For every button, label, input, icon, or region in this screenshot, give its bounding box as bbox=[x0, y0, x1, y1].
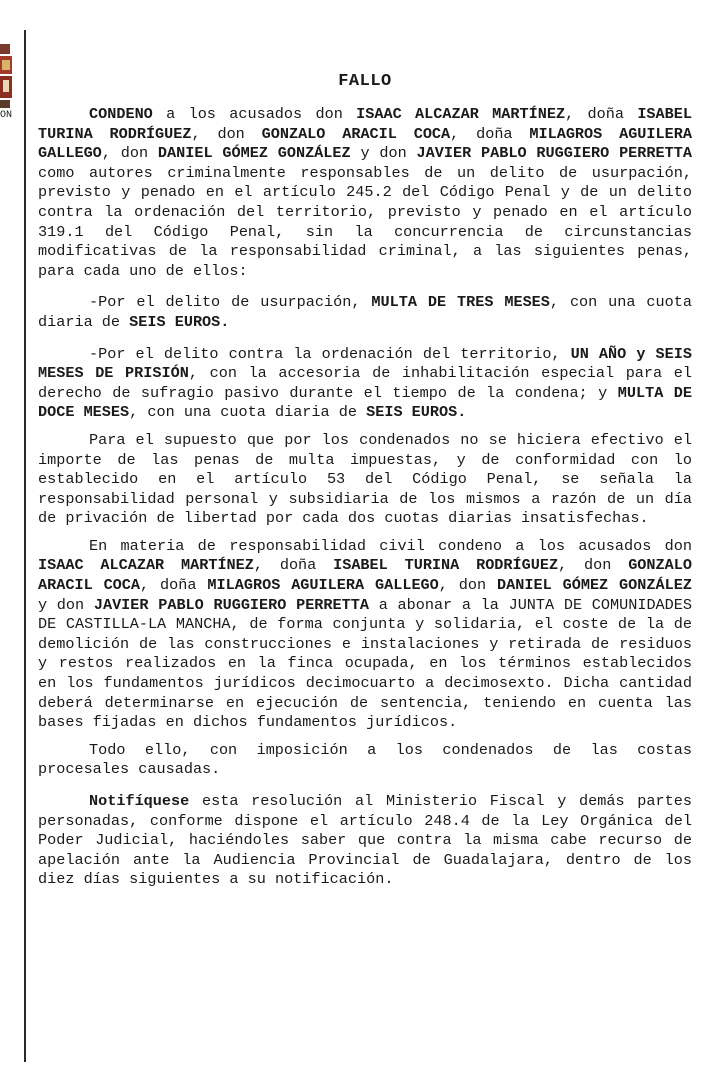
bold-run: MULTA DE TRES MESES bbox=[371, 293, 550, 312]
text-run: Para el supuesto que por los condenados no se hiciera efectivo el importe de las penas de multa impuestas, y de conformidad con lo establecido en el artículo 53 del Código Penal, se señala la responsabilidad personal y subsidiaria de los mismos a razón de un día de privación de libertad por cada dos cuotas diarias insatisfechas. bbox=[38, 430, 692, 528]
bold-run: Notifíquese bbox=[89, 792, 190, 810]
text-run: , con una cuota diaria de bbox=[129, 403, 367, 422]
paragraph-costas bbox=[38, 741, 692, 780]
paragraph-responsabilidad-civil bbox=[38, 537, 692, 733]
page-title: FALLO bbox=[338, 72, 392, 91]
text-run: y don bbox=[350, 144, 417, 163]
text-run: a los acusados don bbox=[152, 105, 357, 123]
bold-run: SEIS EUROS. bbox=[129, 312, 230, 331]
text-run: a abonar a la JUNTA DE COMUNIDADES DE CASTILLA-LA MANCHA, de forma conjunta y solidaria, el coste de la de demolición de las construcciones e instalaciones y retirada de residuos y restos realizados en la finca ocupada, en los términos establecidos en los fundamentos jurídicos decimocuarto a decimosexto. Dicha cantidad deberá determinarse en ejecución de sentencia, teniendo en cuenta las bases fijadas en dichos fundamentos jurídicos. bbox=[38, 595, 693, 732]
bold-run: MILAGROS AGUILERA GALLEGO bbox=[38, 124, 692, 163]
paragraph-responsabilidad-subsidiaria bbox=[38, 431, 692, 529]
bold-run: GONZALO ARACIL COCA bbox=[38, 556, 692, 595]
bold-run: JAVIER PABLO RUGGIERO PERRETTA bbox=[416, 144, 692, 163]
text-run: , con una cuota diaria de bbox=[38, 293, 693, 331]
text-run: y don bbox=[38, 595, 94, 614]
text-run: , don bbox=[101, 144, 158, 163]
text-run: Todo ello, con imposición a los condenados de las costas procesales causadas. bbox=[38, 740, 692, 779]
paragraph-condena bbox=[38, 105, 692, 281]
text-run: , doña bbox=[450, 124, 530, 143]
text-run: como autores criminalmente responsables de un delito de usurpación, previsto y penado en el artículo 245.2 del Código Penal y de un delito contra la ordenación del territorio, previsto y penado en el artículo 319.1 del Código Penal, sin la concurrencia de circunstancias modificativas de la responsabilidad criminal, a las siguientes penas, para cada uno de ellos: bbox=[38, 163, 692, 280]
document-body bbox=[38, 105, 692, 902]
text-run: , con la accesoria de inhabilitación especial para el derecho de sufragio pasivo durante el tiempo de la condena; y bbox=[38, 364, 693, 402]
text-run: esta resolución al Ministerio Fiscal y demás partes personadas, conforme dispone el artículo 248.4 de la Ley Orgánica del Poder Judicial, haciéndoles saber que contra la misma cabe recurso de apelación ante la Audiencia Provincial de Guadalajara, dentro de los diez días siguientes a su notificación. bbox=[38, 792, 692, 889]
bold-run: GONZALO ARACIL COCA bbox=[261, 124, 451, 143]
bold-run: DANIEL GÓMEZ GONZÁLEZ bbox=[157, 144, 351, 163]
text-run: , don bbox=[558, 556, 629, 575]
text-run: En materia de responsabilidad civil condeno a los acusados don bbox=[89, 536, 692, 555]
text-run: , don bbox=[191, 124, 262, 143]
bold-run: MILAGROS AGUILERA GALLEGO bbox=[207, 576, 439, 595]
text-run: , doña bbox=[565, 105, 638, 123]
bold-run: MULTA DE DOCE MESES bbox=[38, 383, 692, 422]
bold-run: ISABEL TURINA RODRÍGUEZ bbox=[333, 556, 559, 575]
bold-run: ISAAC ALCAZAR MARTÍNEZ bbox=[38, 556, 254, 575]
bold-run: JAVIER PABLO RUGGIERO PERRETTA bbox=[93, 595, 369, 614]
text-run: , don bbox=[438, 576, 498, 595]
text-run: , doña bbox=[253, 556, 334, 575]
bold-run: CONDENO bbox=[89, 105, 153, 123]
bold-run: ISAAC ALCAZAR MARTÍNEZ bbox=[356, 105, 566, 123]
bold-run: UN AÑO y SEIS MESES DE PRISIÓN bbox=[38, 344, 692, 383]
bold-run: SEIS EUROS. bbox=[366, 403, 467, 422]
paragraph-notificacion bbox=[38, 792, 692, 890]
text-run: , doña bbox=[140, 576, 208, 595]
bold-run: DANIEL GÓMEZ GONZÁLEZ bbox=[497, 576, 692, 595]
paragraph-pena-territorio bbox=[38, 345, 692, 423]
margin-rule bbox=[24, 30, 26, 1062]
paragraph-pena-usurpacion bbox=[38, 293, 692, 332]
text-run: -Por el delito de usurpación, bbox=[89, 293, 372, 312]
crest-caption: ON bbox=[0, 110, 13, 121]
bold-run: ISABEL TURINA RODRÍGUEZ bbox=[38, 105, 692, 143]
text-run: -Por el delito contra la ordenación del territorio, bbox=[89, 344, 571, 363]
